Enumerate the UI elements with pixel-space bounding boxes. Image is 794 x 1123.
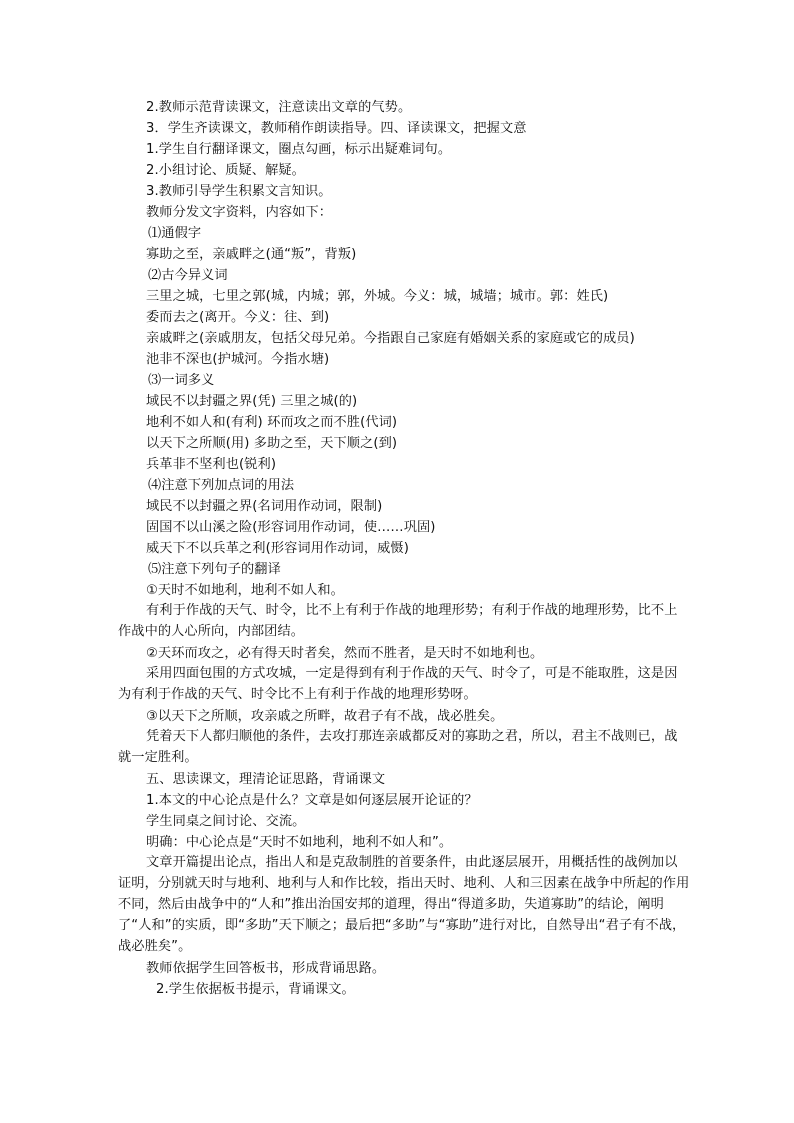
subheading: ⑷注意下列加点词的用法 [148, 478, 295, 493]
subheading: ⑶一词多义 [148, 373, 215, 388]
paragraph: 凭着天下人都归顺他的条件，去攻打那连亲戚都反对的寡助之君，所以，君主不战则已，战就一定胜利。 [118, 729, 678, 765]
text-line: 寡助之至，亲戚畔之(通“叛”，背叛) [146, 247, 357, 262]
text-line: 地利不如人和(有利) 环而攻之而不胜(代词) [146, 415, 398, 430]
text-line: 域民不以封疆之界(凭) 三里之城(的) [146, 394, 358, 409]
section-heading: 五、思读课文，理清论证思路，背诵课文 [146, 772, 386, 787]
text-line: 1.本文的中心论点是什么？文章是如何逐层展开论证的？ [146, 793, 478, 808]
text-line: 3.教师引导学生积累文言知识。 [146, 184, 332, 199]
text-line: 兵革非不坚利也(锐利) [146, 457, 277, 472]
text-line: 学生同桌之间讨论、交流。 [146, 814, 306, 829]
text-line: 池非不深也(护城河。今指水塘) [146, 352, 330, 367]
text-line: 固国不以山溪之险(形容词用作动词，使……巩固) [146, 520, 436, 535]
text-line: 2.小组讨论、质疑、解疑。 [146, 163, 305, 178]
text-line: 1.学生自行翻译课文，圈点勾画，标示出疑难词句。 [146, 142, 452, 157]
text-line: 三里之城，七里之郭(城，内城；郭，外城。今义：城，城墙；城市。郭：姓氏) [146, 289, 609, 304]
text-line: ③以天下之所顺，攻亲戚之所畔，故君子有不战，战必胜矣。 [146, 709, 504, 724]
text-line: 2.学生依据板书提示，背诵课文。 [156, 982, 355, 997]
text-line: 域民不以封疆之界(名词用作动词，限制) [146, 499, 383, 514]
subheading: ⑴通假字 [148, 226, 202, 241]
paragraph: 有利于作战的天气、时令，比不上有利于作战的地理形势；有利于作战的地理形势，比不上作战中的人心所向，内部团结。 [118, 603, 678, 639]
text-line: 亲戚畔之(亲戚朋友，包括父母兄弟。今指跟自己家庭有婚姻关系的家庭或它的成员) [146, 331, 635, 346]
text-line: 以天下之所顺(用) 多助之至，天下顺之(到) [146, 436, 398, 451]
text-line: 教师分发文字资料，内容如下： [146, 205, 333, 220]
text-line: ②天环而攻之，必有得天时者矣，然而不胜者，是天时不如地利也。 [146, 646, 544, 661]
paragraph: 采用四面包围的方式攻城，一定是得到有利于作战的天气、时令了，可是不能取胜，这是因为有利于作战的天气、时令比不上有利于作战的地理形势呀。 [118, 666, 678, 702]
text-line: ①天时不如地利，地利不如人和。 [146, 583, 344, 598]
paragraph: 文章开篇提出论点，指出人和是克敌制胜的首要条件，由此逐层展开，用概括性的战例加以证明，分别就天时与地利、地利与人和作比较，指出天时、地利、人和三因素在战争中所起的作用不同，然后由战争中的“人和”推出治国安邦的道理，得出“得道多助，失道寡助”的结论，阐明了“人和”的实质，即“多助”天下顺之；最后把“多助”与“寡助”进行对比，自然导出“君子有不战，战必胜矣”。 [118, 855, 690, 954]
subheading: ⑸注意下列句子的翻译 [148, 562, 281, 577]
text-line: 明确：中心论点是“天时不如地利，地利不如人和”。 [146, 835, 453, 850]
text-line: 2.教师示范背读课文，注意读出文章的气势。 [146, 100, 412, 115]
text-line: 委而去之(离开。今义：往、到) [146, 310, 330, 325]
subheading: ⑵古今异义词 [148, 268, 228, 283]
text-line: 3．学生齐读课文，教师稍作朗读指导。四、译读课文，把握文意 [146, 121, 527, 136]
text-line: 教师依据学生回答板书，形成背诵思路。 [146, 961, 386, 976]
text-line: 威天下不以兵革之利(形容词用作动词，威慑) [146, 541, 409, 556]
